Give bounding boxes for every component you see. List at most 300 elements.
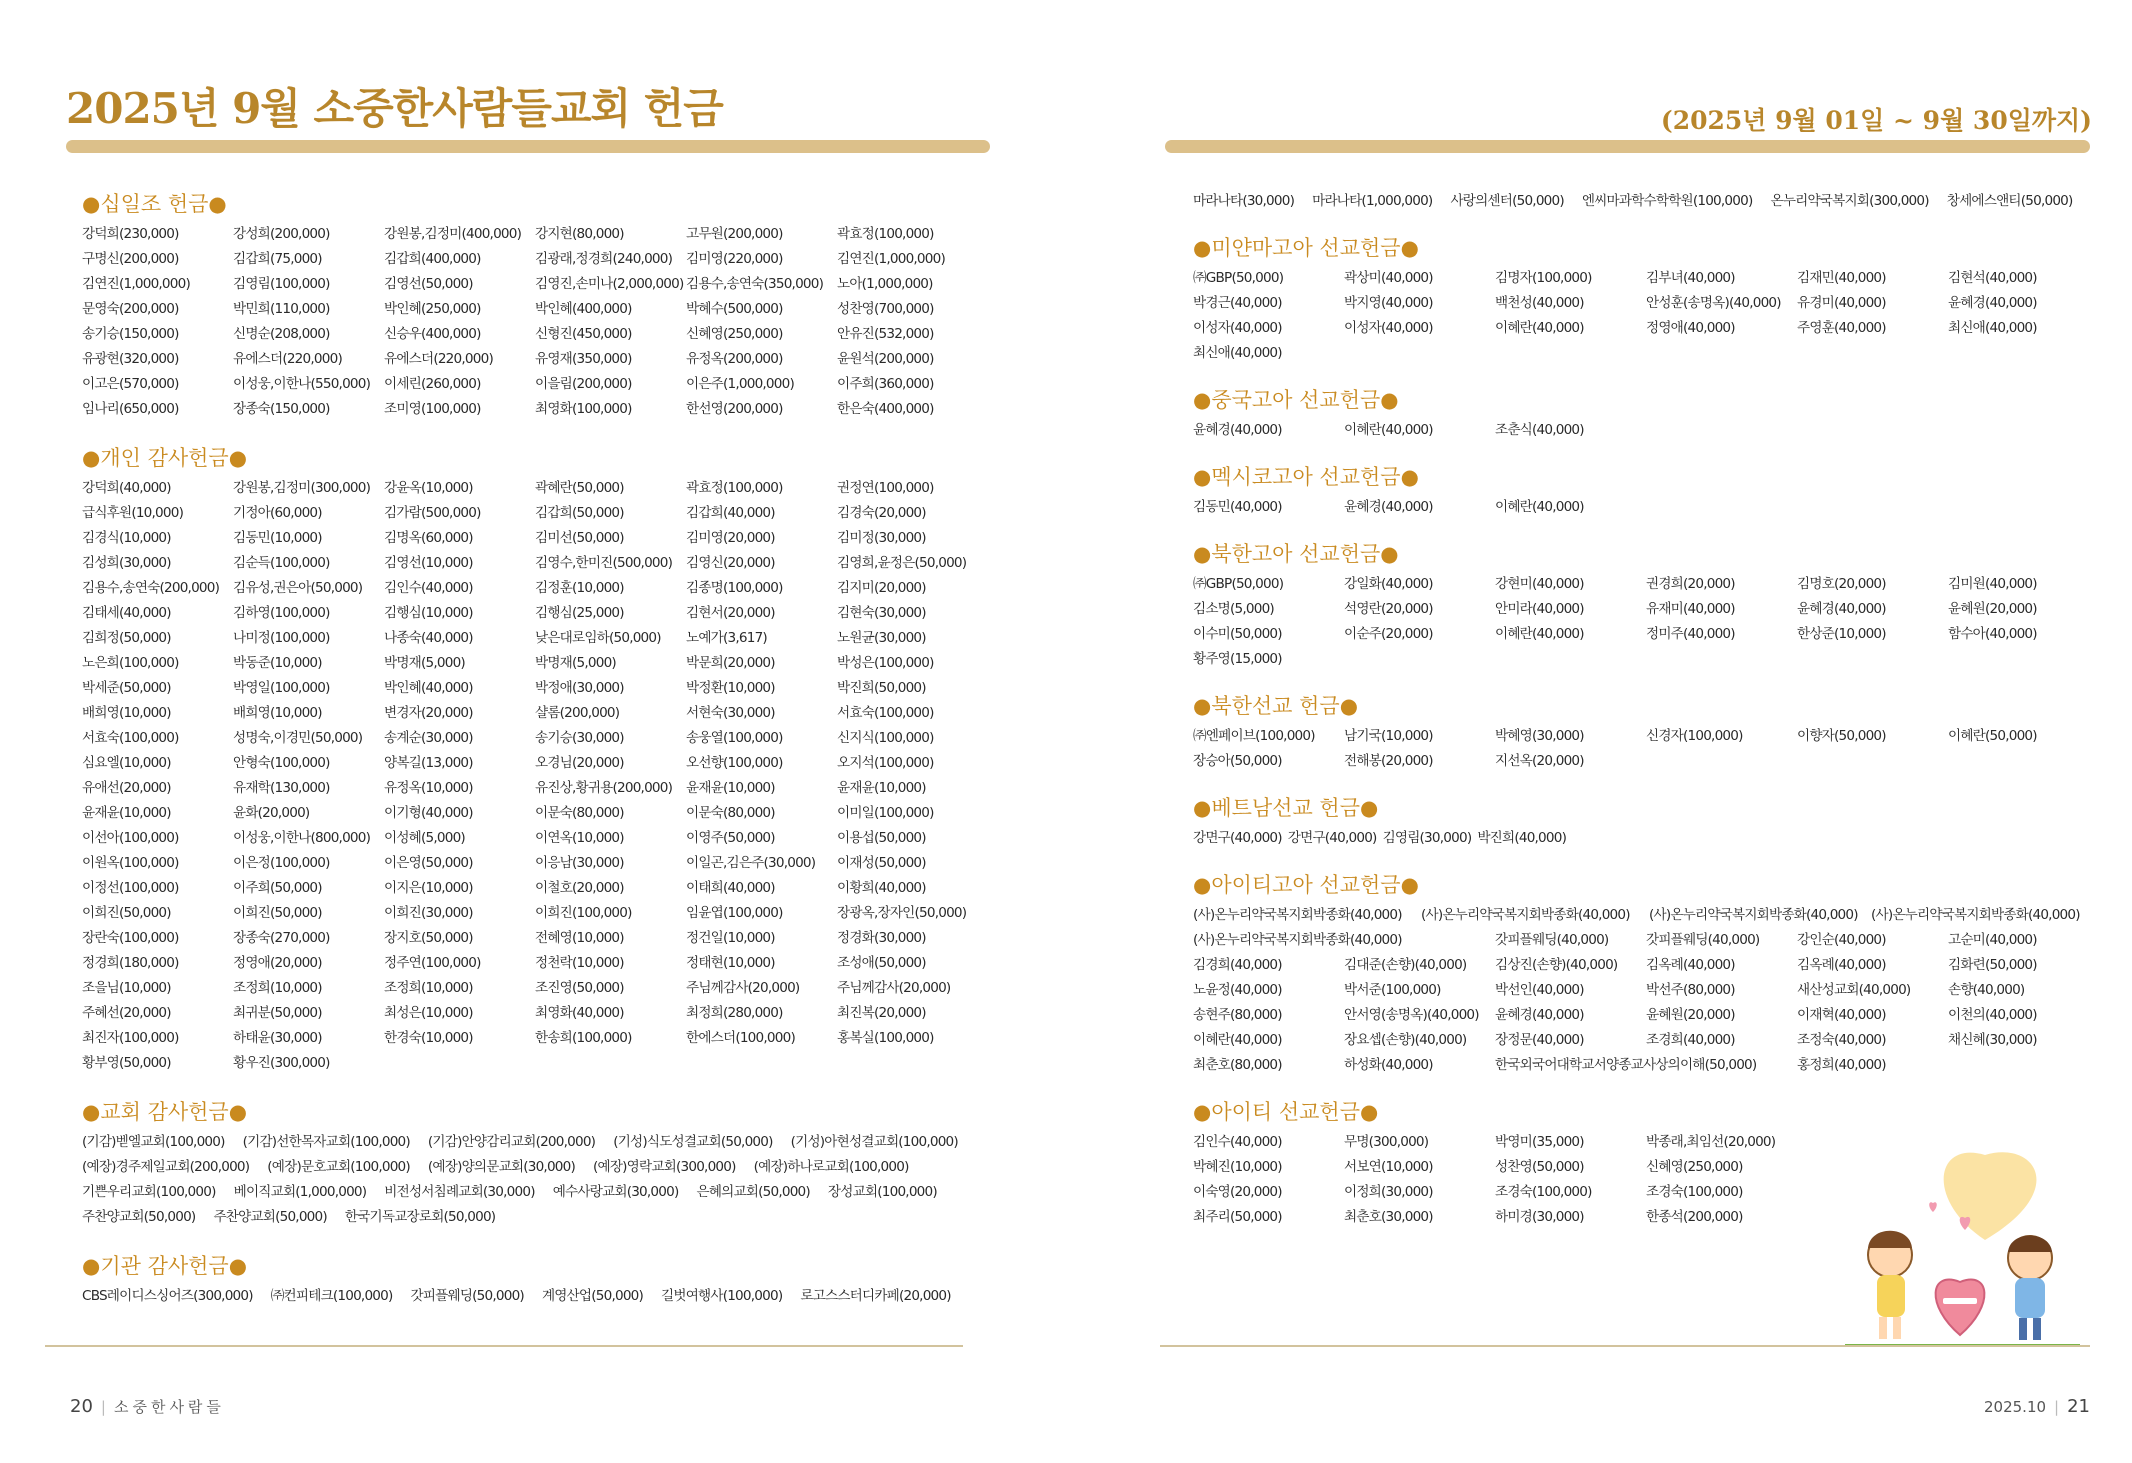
church-section [82,1096,982,1230]
donor-entry: 강윤옥(10,000) [384,480,473,496]
donor-entry: 한국기독교장로회(50,000) [344,1209,496,1225]
donor-entry: 최신애(40,000) [1193,345,1282,361]
personal-title: ●개인 감사헌금● [82,446,248,470]
donor-entry: (사)온누리약국복지회박종화(40,000) [1193,932,1402,948]
donor-entry: (예장)문호교회(100,000) [267,1159,410,1175]
mexico-section [1193,461,2093,520]
donor-entry: 김유성,권은아(50,000) [233,580,363,596]
donor-entry: 유광현(320,000) [82,351,179,367]
donor-entry: 이은정(100,000) [233,855,330,871]
donor-entry: 안성훈(송명옥)(40,000) [1646,295,1781,311]
donor-entry: 윤혜경(40,000) [1193,422,1282,438]
donor-entry: 노원균(30,000) [837,630,926,646]
donor-entry: 김명자(100,000) [1495,270,1592,286]
donor-entry: 김성희(30,000) [82,555,171,571]
donor-entry: 김소명(5,000) [1193,601,1274,617]
donor-entry: 이혜란(40,000) [1495,320,1584,336]
donor-entry: 김갑희(50,000) [535,505,624,521]
donor-entry: 최주리(50,000) [1193,1209,1282,1225]
donor-entry: 김광래,정경희(240,000) [535,251,673,267]
donor-entry: 이희진(50,000) [82,905,171,921]
haiti-orphan-line1 [1193,903,2093,928]
donor-entry: 김미원(40,000) [1948,576,2037,592]
donor-entry: 박영미(35,000) [1495,1134,1584,1150]
donor-entry: 안형숙(100,000) [233,755,330,771]
donor-entry: 윤혜원(20,000) [1948,601,2037,617]
donor-entry: 이성자(40,000) [1344,320,1433,336]
donor-entry: 장란숙(100,000) [82,930,179,946]
donor-entry: 김미영(220,000) [686,251,783,267]
donor-entry: 이원옥(100,000) [82,855,179,871]
donor-entry: 김현숙(30,000) [837,605,926,621]
donor-entry: 강원봉,김정미(400,000) [384,226,522,242]
donor-entry: 박인혜(250,000) [384,301,481,317]
donor-entry: 함수아(40,000) [1948,626,2037,642]
donor-entry: 임윤엽(100,000) [686,905,783,921]
donor-entry: 이용섭(50,000) [837,830,926,846]
donor-entry: 김영수,한미진(500,000) [535,555,673,571]
donor-entry: 강지현(80,000) [535,226,624,242]
donor-entry: 강원봉,김정미(300,000) [233,480,371,496]
donor-entry: 강면구(40,000) [1287,830,1377,846]
left-footer [70,1396,225,1417]
donor-entry: 신경자(100,000) [1646,728,1743,744]
donor-entry: (예장)양의문교회(30,000) [427,1159,576,1175]
donor-entry: 조을님(10,000) [82,980,171,996]
donor-entry: 김영희,윤정은(50,000) [837,555,967,571]
tithe-list [82,222,982,422]
donor-entry: 김현서(20,000) [686,605,775,621]
donor-entry: 박혜수(500,000) [686,301,783,317]
donor-entry: 곽효정(100,000) [837,226,934,242]
donor-entry: 김태세(40,000) [82,605,171,621]
myanma-title: ●미얀마고아 선교헌금● [1193,236,1419,260]
donor-entry: 전해봉(20,000) [1344,753,1433,769]
donor-entry: 김동민(40,000) [1193,499,1282,515]
donor-entry: 황부영(50,000) [82,1055,171,1071]
right-footer [1984,1396,2090,1417]
donor-entry: 조춘식(40,000) [1495,422,1584,438]
donor-entry: 한경숙(10,000) [384,1030,473,1046]
donor-entry: 김용수,송연숙(200,000) [82,580,220,596]
donor-entry: 임나리(650,000) [82,401,179,417]
donor-entry: 유진상,황귀용(200,000) [535,780,673,796]
nk-orphan-list [1193,572,2093,672]
donor-entry: 갓피플웨딩(40,000) [1495,932,1609,948]
haiti-orphan-last-line [1193,1053,2093,1078]
donor-entry: 안서영(송명옥)(40,000) [1344,1007,1479,1023]
haiti-orphan-list [1193,928,2093,1053]
donor-entry: 박경근(40,000) [1193,295,1282,311]
donor-entry: 송웅열(100,000) [686,730,783,746]
donor-entry: 윤화(20,000) [233,805,310,821]
myanma-section [1193,232,2093,366]
donor-entry: 이일곤,김은주(30,000) [686,855,816,871]
donor-entry: 로고스스터디카페(20,000) [800,1288,951,1304]
donor-entry: 신형진(450,000) [535,326,632,342]
donor-entry: 김영신(20,000) [686,555,775,571]
page-title: 2025년 9월 소중한사람들교회 헌금 [66,84,723,133]
donor-entry: 나종숙(40,000) [384,630,473,646]
left-bottom-rule [45,1345,963,1347]
donor-entry: 하미경(30,000) [1495,1209,1584,1225]
donor-entry: 기쁜우리교회(100,000) [82,1184,216,1200]
donor-entry: 오경님(20,000) [535,755,624,771]
mexico-list [1193,495,2093,520]
donor-entry: 박선주(80,000) [1646,982,1735,998]
donor-entry: 윤원석(200,000) [837,351,934,367]
church-line [82,1155,982,1180]
donor-entry: 이희진(50,000) [233,905,322,921]
donor-entry: 강일화(40,000) [1344,576,1433,592]
footer-separator: | [2054,1398,2060,1416]
donor-entry: 유에스더(220,000) [384,351,493,367]
donor-entry: 박정환(10,000) [686,680,775,696]
vietnam-section [1193,792,2093,851]
donor-entry: 박혜영(30,000) [1495,728,1584,744]
donor-entry: 김경희(40,000) [1193,957,1282,973]
donor-entry: 이을림(200,000) [535,376,632,392]
donor-entry: 조경숙(100,000) [1495,1184,1592,1200]
donor-entry: 심요엘(10,000) [82,755,171,771]
personal-list [82,476,982,1076]
donor-entry: 비전성서침례교회(30,000) [384,1184,535,1200]
vietnam-title: ●베트남선교 헌금● [1193,796,1379,820]
donor-entry: 변경자(20,000) [384,705,473,721]
personal-section [82,442,982,1076]
church-list [82,1130,982,1230]
donor-entry: 김미정(30,000) [837,530,926,546]
donor-entry: 정경화(30,000) [837,930,926,946]
donor-entry: 강면구(40,000) [1193,830,1282,846]
donor-entry: 이향자(50,000) [1797,728,1886,744]
donor-entry: 서효숙(100,000) [837,705,934,721]
donor-entry: 박문희(20,000) [686,655,775,671]
donor-entry: 이성자(40,000) [1193,320,1282,336]
donor-entry: 이혜란(40,000) [1193,1032,1282,1048]
donor-entry: 조성애(50,000) [837,955,926,971]
donor-entry: 김화련(50,000) [1948,957,2037,973]
donor-entry: 갓피플웨딩(40,000) [1646,932,1760,948]
donor-entry: 마라나타(1,000,000) [1312,193,1433,209]
donor-entry: 송기승(150,000) [82,326,179,342]
donor-entry: 홍정희(40,000) [1797,1057,1886,1073]
institution-title: ●기관 감사헌금● [82,1254,248,1278]
donor-entry: 하성화(40,000) [1344,1057,1433,1073]
donor-entry: 유영재(350,000) [535,351,632,367]
donor-entry: 은혜의교회(50,000) [696,1184,810,1200]
donor-entry: 신승우(400,000) [384,326,481,342]
donor-entry: 윤재윤(10,000) [82,805,171,821]
donor-entry: 채신혜(30,000) [1948,1032,2037,1048]
donor-entry: 박영일(100,000) [233,680,330,696]
donor-entry: 엔씨마과학수학학원(100,000) [1581,193,1753,209]
donor-entry: 김갑희(40,000) [686,505,775,521]
donor-entry: 이황희(40,000) [837,880,926,896]
nk-mission-section [1193,690,2093,774]
donor-entry: 김갑희(75,000) [233,251,322,267]
donor-entry: 김종명(100,000) [686,580,783,596]
donor-entry: 송현주(80,000) [1193,1007,1282,1023]
donor-entry: 박지영(40,000) [1344,295,1433,311]
donor-entry: 최춘호(80,000) [1193,1057,1282,1073]
donor-entry: 급식후원(10,000) [82,505,184,521]
donor-entry: 한종석(200,000) [1646,1209,1743,1225]
nk-orphan-section [1193,538,2093,672]
donor-entry: 박종래,최임선(20,000) [1646,1134,1776,1150]
donor-entry: (사)온누리약국복지회박종화(40,000) [1871,907,2080,923]
donor-entry: 박성은(100,000) [837,655,934,671]
donor-entry: 김순득(100,000) [233,555,330,571]
donor-entry: 조정희(10,000) [233,980,322,996]
donor-entry: 권경희(20,000) [1646,576,1735,592]
donor-entry: 온누리약국복지회(300,000) [1770,193,1929,209]
donor-entry: 곽효정(100,000) [686,480,783,496]
donor-entry: 박인혜(40,000) [384,680,473,696]
donor-entry: 성찬영(700,000) [837,301,934,317]
donor-entry: 성명숙,이경민(50,000) [233,730,363,746]
left-header-bar [66,140,990,153]
left-page-number: 20 [70,1396,93,1417]
donor-entry: 강현미(40,000) [1495,576,1584,592]
donor-entry: 정태현(10,000) [686,955,775,971]
donor-entry: 주영훈(40,000) [1797,320,1886,336]
donor-entry: 유정옥(10,000) [384,780,473,796]
donor-entry: 김미영(20,000) [686,530,775,546]
donor-entry: 마라나타(30,000) [1193,193,1295,209]
donor-entry: 이세린(260,000) [384,376,481,392]
donor-entry: 한에스더(100,000) [686,1030,795,1046]
donor-entry: 신지식(100,000) [837,730,934,746]
donor-entry: 이혜란(40,000) [1495,499,1584,515]
donor-entry: 한상준(10,000) [1797,626,1886,642]
donor-entry: 유경미(40,000) [1797,295,1886,311]
donor-entry: 곽상미(40,000) [1344,270,1433,286]
donor-entry: 이희진(30,000) [384,905,473,921]
donor-entry: (기감)안양감리교회(200,000) [427,1134,596,1150]
haiti-orphan-section [1193,869,2093,1078]
church-line [82,1205,982,1230]
period-label: (2025년 9월 01일 ~ 9월 30일까지) [1660,106,2092,135]
donor-entry: 조정희(10,000) [384,980,473,996]
donor-entry: 이혜란(40,000) [1344,422,1433,438]
donor-entry: 이정희(30,000) [1344,1184,1433,1200]
donor-entry: 김가람(500,000) [384,505,481,521]
donor-entry: 서보연(10,000) [1344,1159,1433,1175]
donor-entry: 문영숙(200,000) [82,301,179,317]
donor-entry: 김연진(1,000,000) [837,251,945,267]
church-line [82,1180,982,1205]
donor-entry: 권정연(100,000) [837,480,934,496]
donor-entry: 이선아(100,000) [82,830,179,846]
donor-entry: 이고은(570,000) [82,376,179,392]
donor-entry: 윤혜경(40,000) [1344,499,1433,515]
china-list [1193,418,2093,443]
haiti-mission-title: ●아이티 선교헌금● [1193,1100,1379,1124]
donor-entry: 김행심(25,000) [535,605,624,621]
left-column [82,188,982,1309]
donor-entry: 배희영(10,000) [233,705,322,721]
donor-entry: 이태희(40,000) [686,880,775,896]
donor-entry: 샬롬(200,000) [535,705,620,721]
donor-entry: ㈜GBP(50,000) [1193,270,1284,286]
tithe-title: ●십일조 헌금● [82,192,227,216]
donor-entry: 이영주(50,000) [686,830,775,846]
donor-entry: 황주영(15,000) [1193,651,1282,667]
donor-entry: 서효숙(100,000) [82,730,179,746]
donor-entry: 김영림(100,000) [233,276,330,292]
donor-entry: 박진희(40,000) [1477,830,1567,846]
donor-entry: 장성교회(100,000) [827,1184,937,1200]
donor-entry: 기정아(60,000) [233,505,322,521]
donor-entry: 강덕희(230,000) [82,226,179,242]
donor-entry: 김재민(40,000) [1797,270,1886,286]
donor-entry: 이천의(40,000) [1948,1007,2037,1023]
myanma-list [1193,266,2093,366]
donor-entry: CBS레이디스싱어즈(300,000) [82,1288,253,1304]
donor-entry: 이기형(40,000) [384,805,473,821]
donor-entry: 김영림(30,000) [1382,830,1472,846]
donor-entry: 서현숙(30,000) [686,705,775,721]
donor-entry: 김영선(10,000) [384,555,473,571]
donor-entry: 최진복(20,000) [837,1005,926,1021]
donor-entry: 장광옥,장자인(50,000) [837,905,967,921]
issue-date: 2025.10 [1984,1398,2047,1416]
donor-entry: 송계순(30,000) [384,730,473,746]
donor-entry: 박진희(50,000) [837,680,926,696]
donor-entry: 이수미(50,000) [1193,626,1282,642]
donor-entry: 윤재윤(10,000) [837,780,926,796]
donor-entry: 강인순(40,000) [1797,932,1886,948]
institution-section [82,1250,982,1309]
donor-entry: 손향(40,000) [1948,982,2025,998]
donor-entry: 김희정(50,000) [82,630,171,646]
donor-entry: 윤혜원(20,000) [1646,1007,1735,1023]
donor-entry: 한송희(100,000) [535,1030,632,1046]
haiti-orphan-title: ●아이티고아 선교헌금● [1193,873,1419,897]
donor-entry: 김미선(50,000) [535,530,624,546]
donor-entry: 나미정(100,000) [233,630,330,646]
donor-entry: 백천성(40,000) [1495,295,1584,311]
donor-entry: ㈜컨피테크(100,000) [270,1288,393,1304]
donor-entry: 안유진(532,000) [837,326,934,342]
donor-entry: 이문숙(80,000) [535,805,624,821]
donor-entry: 신혜영(250,000) [686,326,783,342]
donor-entry: 이문숙(80,000) [686,805,775,821]
nk-mission-title: ●북한선교 헌금● [1193,694,1359,718]
right-bottom-rule [1160,1345,2090,1347]
donor-entry: (기감)선한목자교회(100,000) [242,1134,410,1150]
donor-entry: 정주연(100,000) [384,955,481,971]
donor-entry: 박서준(100,000) [1344,982,1441,998]
donor-entry: 길벗여행사(100,000) [661,1288,783,1304]
church-line [82,1130,982,1155]
donor-entry: 유정옥(200,000) [686,351,783,367]
donor-entry: 주찬양교회(50,000) [82,1209,196,1225]
donor-entry: 정영애(40,000) [1646,320,1735,336]
kids-heart-illustration [1835,1130,2085,1355]
donor-entry: 이은주(1,000,000) [686,376,794,392]
donor-entry: 박명재(5,000) [535,655,616,671]
donor-entry: 무명(300,000) [1344,1134,1429,1150]
donor-entry: 계영산업(50,000) [541,1288,644,1304]
donor-entry: 김옥례(40,000) [1646,957,1735,973]
donor-entry: 김영진,손미나(2,000,000) [535,276,684,292]
donor-entry: 박혜진(10,000) [1193,1159,1282,1175]
china-title: ●중국고아 선교헌금● [1193,388,1399,412]
donor-entry: 배희영(10,000) [82,705,171,721]
donor-entry: (기감)벧엘교회(100,000) [82,1134,225,1150]
donor-entry: 이응남(30,000) [535,855,624,871]
vietnam-list [1193,826,2093,851]
donor-entry: 김옥례(40,000) [1797,957,1886,973]
donor-entry: 홍복실(100,000) [837,1030,934,1046]
donor-entry: 장요셉(손향)(40,000) [1344,1032,1467,1048]
donor-entry: 이재성(50,000) [837,855,926,871]
donor-entry: 정천락(10,000) [535,955,624,971]
donor-entry: 이순주(20,000) [1344,626,1433,642]
donor-entry: 이성혜(5,000) [384,830,465,846]
donor-entry: 김현석(40,000) [1948,270,2037,286]
donor-entry: 성찬영(50,000) [1495,1159,1584,1175]
donor-entry: 최춘호(30,000) [1344,1209,1433,1225]
donor-entry: 새산성교회(40,000) [1797,982,1911,998]
right-header-bar [1165,140,2090,153]
donor-entry: 한선영(200,000) [686,401,783,417]
donor-entry: 정영애(20,000) [233,955,322,971]
donor-entry: 장승아(50,000) [1193,753,1282,769]
nk-orphan-title: ●북한고아 선교헌금● [1193,542,1399,566]
donor-entry: 낮은대로임하(50,000) [535,630,661,646]
donor-entry: (예장)하나로교회(100,000) [753,1159,909,1175]
china-section [1193,384,2093,443]
donor-entry: 김명옥(60,000) [384,530,473,546]
donor-entry: 이혜란(50,000) [1948,728,2037,744]
footer-separator: | [100,1398,106,1416]
donor-entry: 윤혜경(40,000) [1948,295,2037,311]
donor-entry: 박선인(40,000) [1495,982,1584,998]
donor-entry: 최신애(40,000) [1948,320,2037,336]
donor-entry: (기성)아현성결교회(100,000) [790,1134,958,1150]
donor-entry: 김경숙(20,000) [837,505,926,521]
donor-entry: 조정숙(40,000) [1797,1032,1886,1048]
donor-entry: 주님께감사(20,000) [686,980,800,996]
donor-entry: 구명신(200,000) [82,251,179,267]
donor-entry: 조경숙(100,000) [1646,1184,1743,1200]
donor-entry: 이성웅,이한나(550,000) [233,376,371,392]
donor-entry: 김연진(1,000,000) [82,276,190,292]
donor-entry: 노은희(100,000) [82,655,179,671]
donor-entry: 윤재윤(10,000) [686,780,775,796]
donor-entry: 김부녀(40,000) [1646,270,1735,286]
donor-entry: 강성희(200,000) [233,226,330,242]
donor-entry: 한국외국어대학교서양종교사상의이해(50,000) [1495,1057,1757,1073]
donor-entry: 이지은(10,000) [384,880,473,896]
donor-entry: 정건일(10,000) [686,930,775,946]
donor-entry: 박명재(5,000) [384,655,465,671]
donor-entry: 장종숙(270,000) [233,930,330,946]
donor-entry: 갓피플웨딩(50,000) [410,1288,524,1304]
donor-entry: 김명호(20,000) [1797,576,1886,592]
donor-entry: 최정희(280,000) [686,1005,783,1021]
donor-entry: 이연옥(10,000) [535,830,624,846]
donor-entry: 유에스더(220,000) [233,351,342,367]
donor-entry: (사)온누리약국복지회박종화(40,000) [1421,907,1630,923]
misc-offering-line [1193,189,2093,214]
donor-entry: 안미라(40,000) [1495,601,1584,617]
donor-entry: 곽혜란(50,000) [535,480,624,496]
donor-entry: 김용수,송연숙(350,000) [686,276,824,292]
